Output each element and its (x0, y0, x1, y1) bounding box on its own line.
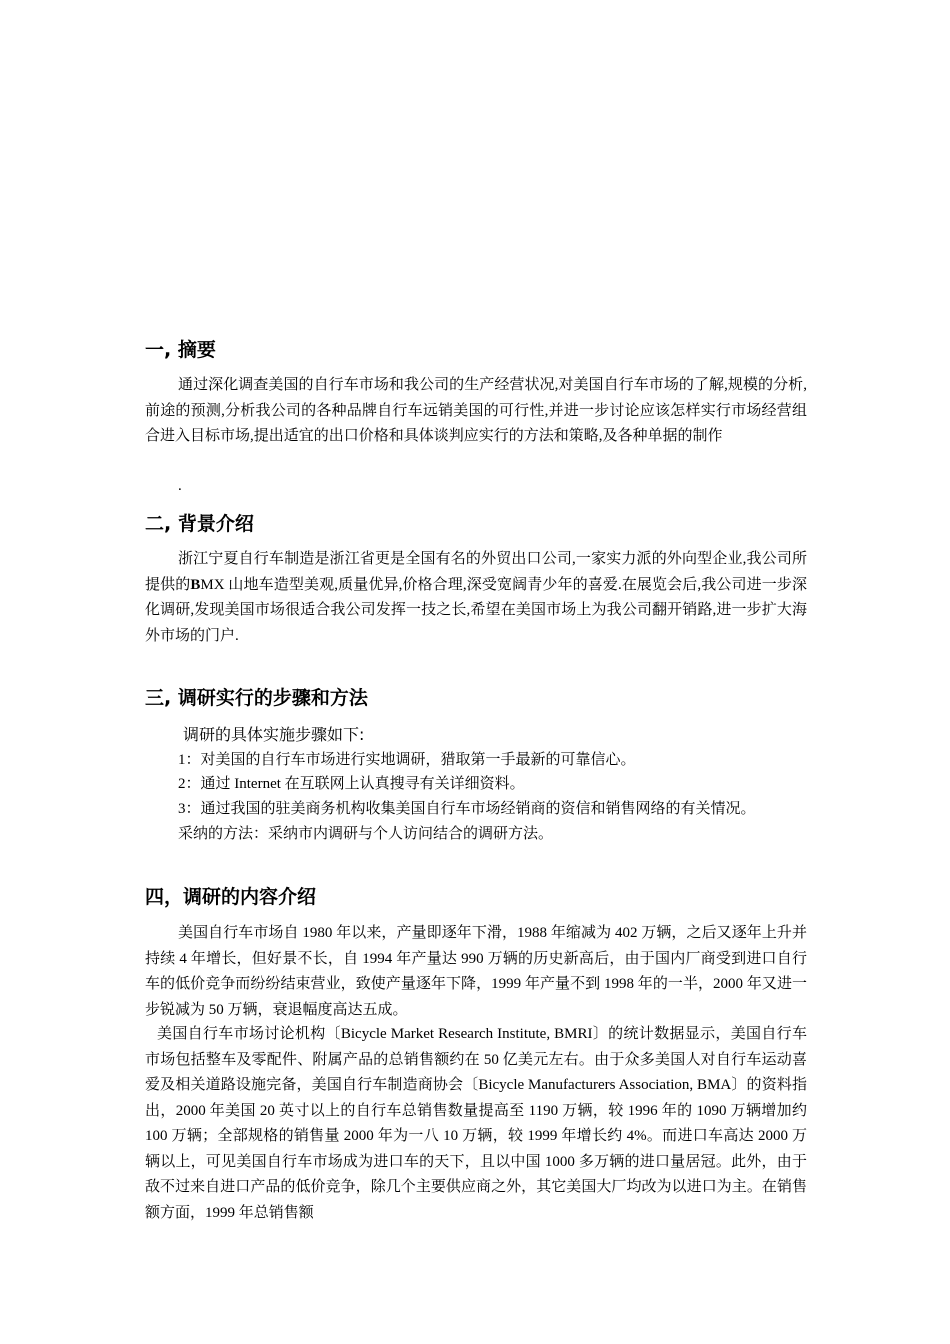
section-heading-abstract: 一, 摘要 (145, 339, 216, 361)
content-paragraph-1: 美国自行车市场自 1980 年以来，产量即逐年下滑，1988 年缩减为 402 万辆，之后又逐年上升并持续 4 年增长，但好景不长，自 1994 年产量达 990 万辆的历史新高后，由于国内厂商受到进口自行车的低价竞争而纷纷结束营业，致使产量逐年下降，1999 年产量不到 1998 年的一半，2000 年又进一步锐减为 50 万辆，衰退幅度高达五成。 (145, 925, 807, 1018)
background-text-end: MX 山地车造型美观,质量优异,价格合理,深受宽阔青少年的喜爱.在展览会后,我公司进一步深化调研,发现美国市场很适合我公司发挥一技之长,希望在美国市场上为我公司翻开销路,进一步扩大海外市场的门户. (145, 576, 807, 644)
section-heading-content: 四，调研的内容介绍 (145, 886, 317, 908)
background-paragraph (145, 547, 807, 649)
background-text-start: 浙江宁夏自行车制造是浙江省更是全国有名的外贸出口公司,一家实力派的外向型企业,我公司所提供的 (145, 551, 807, 593)
content-paragraph-2: 美国自行车市场讨论机构〔Bicycle Market Research Institute, BMRI〕的统计数据显示，美国自行车市场包括整车及零配件、附属产品的总销售额约在 50 亿美元左右。由于众多美国人对自行车运动喜爱及相关道路设施完备，美国自行车制造商协会〔Bicycle Manufacturers Association, BMA〕的资料指出，2000 年美国 20 英寸以上的自行车总销售数量提高至 1190 万辆，较 1996 年的 1090 万辆增加约 100 万辆；全部规格的销售量 2000 年为一八 10 万辆，较 1999 年增长约 4%。而进口车高达 2000 万辆以上，可见美国自行车市场成为进口车的天下，且以中国 1000 多万辆的进口量居冠。此外，由于敌不过来自进口产品的低价竞争，除几个主要供应商之外，其它美国大厂均改为以进口为主。在销售额方面，1999 年总销售额 (145, 1026, 807, 1221)
methods-step-1: 1：对美国的自行车市场进行实地调研，猎取第一手最新的可靠信心。 (178, 752, 636, 768)
abstract-trailing-dot: . (178, 478, 182, 494)
abstract-paragraph: 通过深化调查美国的自行车市场和我公司的生产经营状况,对美国自行车市场的了解,规模的分析,前途的预测,分析我公司的各种品牌自行车远销美国的可行性,并进一步讨论应该怎样实行市场经营组合进入目标市场,提出适宜的出口价格和具体谈判应实行的方法和策略,及各种单据的制作 (145, 377, 807, 444)
document-page (145, 0, 813, 1344)
methods-approach: 采纳的方法：采纳市内调研与个人访问结合的调研方法。 (178, 826, 554, 842)
methods-step-2: 2：通过 Internet 在互联网上认真搜寻有关详细资料。 (178, 776, 525, 792)
section-heading-background: 二, 背景介绍 (145, 513, 254, 535)
methods-subheading: 调研的具体实施步骤如下: (183, 725, 365, 744)
section-heading-methods: 三, 调研实行的步骤和方法 (145, 687, 368, 709)
methods-step-3: 3：通过我国的驻美商务机构收集美国自行车市场经销商的资信和销售网络的有关情况。 (178, 801, 756, 817)
background-text-bold: B (190, 576, 201, 593)
